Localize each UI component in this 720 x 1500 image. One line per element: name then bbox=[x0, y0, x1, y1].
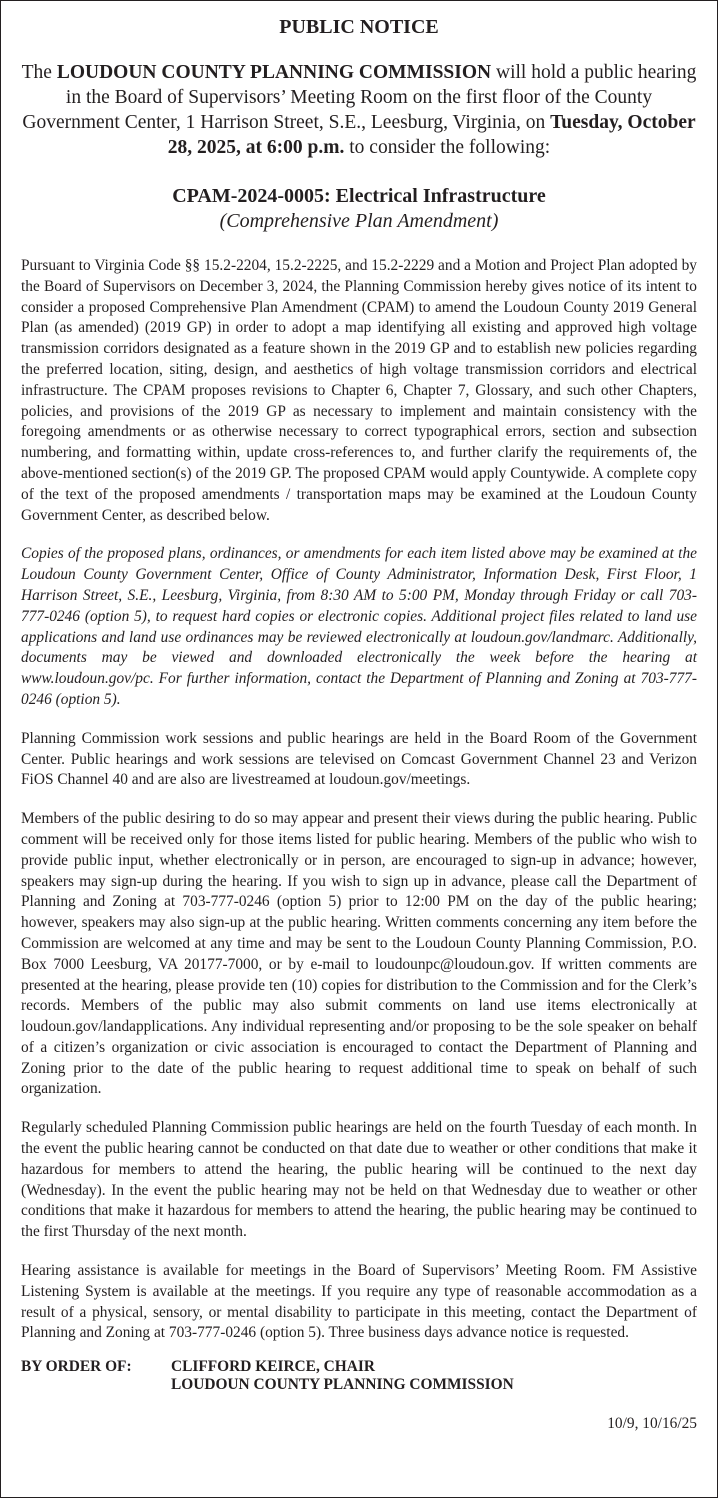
sessions-paragraph: Planning Commission work sessions and public hearings are held in the Board Room of the Government Center. Public hearings and work sessions are televised on Comcast Government Channel 23 and Verizon FiOS Channel 40 and are also are livestreamed at loudoun.gov/meetings. bbox=[21, 729, 697, 789]
item-title: CPAM-2024-0005: Electrical Infrastructure bbox=[172, 185, 546, 207]
publication-dates: 10/9, 10/16/25 bbox=[607, 1415, 697, 1432]
notice-title: PUBLIC NOTICE bbox=[279, 16, 439, 38]
signature-block bbox=[21, 1358, 697, 1393]
intro-paragraph bbox=[19, 60, 699, 160]
item-subtitle: (Comprehensive Plan Amendment) bbox=[219, 210, 499, 232]
item-description: Pursuant to Virginia Code §§ 15.2-2204, 15.2-2225, and 15.2-2229 and a Motion and Project Plan adopted by the Board of Supervisors on December 3, 2024, the Planning Commission hereby gives notice of its intent to consider a proposed Comprehensive Plan Amendment (CPAM) to amend the Loudoun County 2019 General Plan (as amended) (2019 GP) in order to adopt a map identifying all existing and approved high voltage transmission corridors designated as a feature shown in the 2019 GP and to establish new policies regarding the preferred location, siting, design, and aesthetics of high voltage transmission corridors and electrical infrastructure. The CPAM proposes revisions to Chapter 6, Chapter 7, Glossary, and such other Chapters, policies, and provisions of the 2019 GP as necessary to implement and maintain consistency with the foregoing amendments or as otherwise necessary to correct typographical errors, section and subsection numbering, and formatting within, update cross-references to, and further clarify the requirements of, the above-mentioned section(s) of the 2019 GP. The proposed CPAM would apply Countywide. A complete copy of the text of the proposed amendments / transportation maps may be examined at the Loudoun County Government Center, as described below. bbox=[21, 257, 697, 524]
public-comment-paragraph: Members of the public desiring to do so may appear and present their views during the public hearing. Public comment will be received only for those items listed for public hearing. Members of the public who wish to provide public input, whether electronically or in person, are encouraged to sign-up in advance; however, speakers may sign-up during the hearing. If you wish to sign up in advance, please call the Department of Planning and Zoning at 703-777-0246 (option 5) prior to 12:00 PM on the day of the public hearing; however, speakers may also sign-up at the public hearing. Written comments concerning any item before the Commission are welcomed at any time and may be sent to the Loudoun County Planning Commission, P.O. Box 7000 Leesburg, VA 20177-7000, or by e-mail to loudounpc@loudoun.gov. If written comments are presented at the hearing, please provide ten (10) copies for distribution to the Commission and for the Clerk’s records. Members of the public may also submit comments on land use items electronically at loudoun.gov/landapplications. Any individual representing and/or proposing to be the sole speaker on behalf of a citizen’s organization or civic association is encouraged to contact the Department of Planning and Zoning prior to the date of the public hearing to request additional time to speak on behalf of such organization. bbox=[21, 810, 697, 1098]
intro-text-3: to consider the following: bbox=[344, 137, 551, 158]
order-names bbox=[171, 1358, 514, 1393]
hearing-assistance-paragraph: Hearing assistance is available for meetings in the Board of Supervisors’ Meeting Room. FM Assistive Listening System is available at the meetings. If you require any type of reasonable accommodation as a result of a physical, sensory, or mental disability to participate in this meeting, contact the Department of Planning and Zoning at 703-777-0246 (option 5). Three business days advance notice is requested. bbox=[21, 1262, 697, 1342]
hearing-datetime: Tuesday, October 28, 2025, at 6:00 p.m. bbox=[167, 112, 696, 158]
intro-text-1: The bbox=[21, 62, 57, 83]
schedule-paragraph: Regularly scheduled Planning Commission public hearings are held on the fourth Tuesday of each month. In the event the public hearing cannot be conducted on that date due to weather or other conditions that make it hazardous for members to attend the hearing, the public hearing will be continued to the next day (Wednesday). In the event the public hearing may not be held on that Wednesday due to weather or other conditions that make it hazardous for members to attend the hearing, the public hearing may be continued to the first Thursday of the next month. bbox=[21, 1119, 697, 1241]
copies-paragraph: Copies of the proposed plans, ordinances, or amendments for each item listed above may be examined at the Loudoun County Government Center, Office of County Administrator, Information Desk, First Floor, 1 Harrison Street, S.E., Leesburg, Virginia, from 8:30 AM to 5:00 PM, Monday through Friday or call 703-777-0246 (option 5), to request hard copies or electronic copies. Additional project files related to land use applications and land use ordinances may be reviewed electronically at loudoun.gov/landmarc. Additionally, documents may be viewed and downloaded electronically the week before the hearing at www.loudoun.gov/pc. For further information, contact the Department of Planning and Zoning at 703-777-0246 (option 5). bbox=[21, 545, 697, 708]
chair-name: CLIFFORD KEIRCE, CHAIR bbox=[171, 1358, 375, 1376]
intro-text-2: will hold a public hearing in the Board of Supervisors’ Meeting Room on the first floor of the County Government Center, 1 Harrison Street, S.E., Leesburg, Virginia, on bbox=[22, 62, 697, 133]
commission-name: LOUDOUN COUNTY PLANNING COMMISSION bbox=[56, 62, 492, 83]
order-label: BY ORDER OF: bbox=[21, 1358, 132, 1376]
commission-org: LOUDOUN COUNTY PLANNING COMMISSION bbox=[171, 1375, 514, 1393]
